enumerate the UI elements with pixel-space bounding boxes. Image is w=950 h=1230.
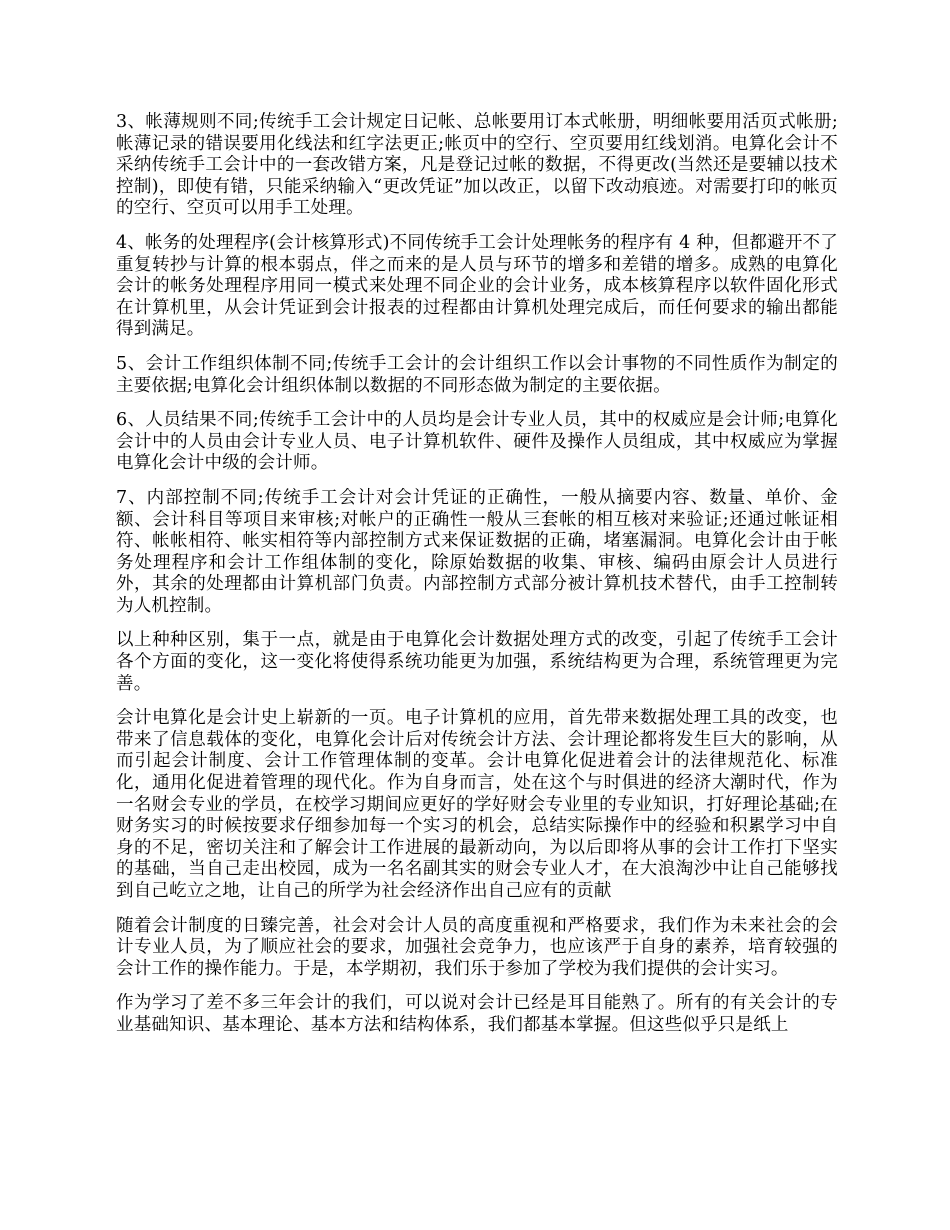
paragraph-account-book-rules: 3、帐薄规则不同;传统手工会计规定日记帐、总帐要用订本式帐册，明细帐要用活页式帐册;帐薄记录的错误要用化线法和红字法更正;帐页中的空行、空页要用红线划消。电算化会计不采纳传统手工会计中的一套改错方案，凡是登记过帐的数据，不得更改(当然还是要辅以技术控制)，即使有错，只能采纳输入“更改凭证”加以改正，以留下改动痕迹。对需要打印的帐页的空行、空页可以用手工处理。	[116, 112, 838, 219]
paragraph-computerized-accounting: 会计电算化是会计史上崭新的一页。电子计算机的应用，首先带来数据处理工具的改变，也带来了信息载体的变化，电算化会计后对传统会计方法、会计理论都将发生巨大的影响，从而引起会计制度、会计工作管理体制的变革。会计电算化促进着会计的法律规范化、标准化，通用化促进着管理的现代化。作为自身而言，处在这个与时俱进的经济大潮时代，作为一名财会专业的学员，在校学习期间应更好的学好财会专业里的专业知识，打好理论基础;在财务实习的时候按要求仔细参加每一个实习的机会，总结实际操作中的经验和积累学习中自身的不足，密切关注和了解会计工作进展的最新动向，为以后即将从事的会计工作打下坚实的基础，当自己走出校园，成为一名名副其实的财会专业人才，在大浪淘沙中让自己能够找到自己屹立之地，让自己的所学为社会经济作出自己应有的贡献	[116, 708, 838, 901]
paragraph-internship-motivation: 随着会计制度的日臻完善，社会对会计人员的高度重视和严格要求，我们作为未来社会的会计专业人员，为了顺应社会的要求，加强社会竞争力，也应该严于自身的素养，培育较强的会计工作的操作能力。于是，本学期初，我们乐于参加了学校为我们提供的会计实习。	[116, 915, 838, 979]
document-body	[116, 112, 838, 1050]
paragraph-processing-procedure: 4、帐务的处理程序(会计核算形式)不同传统手工会计处理帐务的程序有 4 种，但都避开不了重复转抄与计算的根本弱点，伴之而来的是人员与环节的增多和差错的增多。成熟的电算化会计的帐务处理程序用同一模式来处理不同企业的会计业务，成本核算程序以软件固化形式在计算机里，从会计凭证到会计报表的过程都由计算机处理完成后，而任何要求的输出都能得到满足。	[116, 232, 838, 340]
paragraph-organization-system: 5、会计工作组织体制不同;传统手工会计的会计组织工作以会计事物的不同性质作为制定的主要依据;电算化会计组织体制以数据的不同形态做为制定的主要依据。	[116, 353, 838, 396]
paragraph-personnel-structure: 6、人员结果不同;传统手工会计中的人员均是会计专业人员，其中的权威应是会计师;电算化会计中的人员由会计专业人员、电子计算机软件、硬件及操作人员组成，其中权威应为掌握电算化会计中级的会计师。	[116, 410, 838, 474]
paragraph-internal-control: 7、内部控制不同;传统手工会计对会计凭证的正确性，一般从摘要内容、数量、单价、金额、会计科目等项目来审核;对帐户的正确性一般从三套帐的相互核对来验证;还通过帐证相符、帐帐相符、帐实相符等内部控制方式来保证数据的正确，堵塞漏洞。电算化会计由于帐务处理程序和会计工作组体制的变化，除原始数据的收集、审核、编码由原会计人员进行外，其余的处理都由计算机部门负责。内部控制方式部分被计算机技术替代，由手工控制转为人机控制。	[116, 487, 838, 616]
paragraph-summary: 以上种种区别，集于一点，就是由于电算化会计数据处理方式的改变，引起了传统手工会计各个方面的变化，这一变化将使得系统功能更为加强，系统结构更为合理，系统管理更为完善。	[116, 630, 838, 694]
paragraph-study-background: 作为学习了差不多三年会计的我们，可以说对会计已经是耳目能熟了。所有的有关会计的专业基础知识、基本理论、基本方法和结构体系，我们都基本掌握。但这些似乎只是纸上	[116, 993, 838, 1035]
